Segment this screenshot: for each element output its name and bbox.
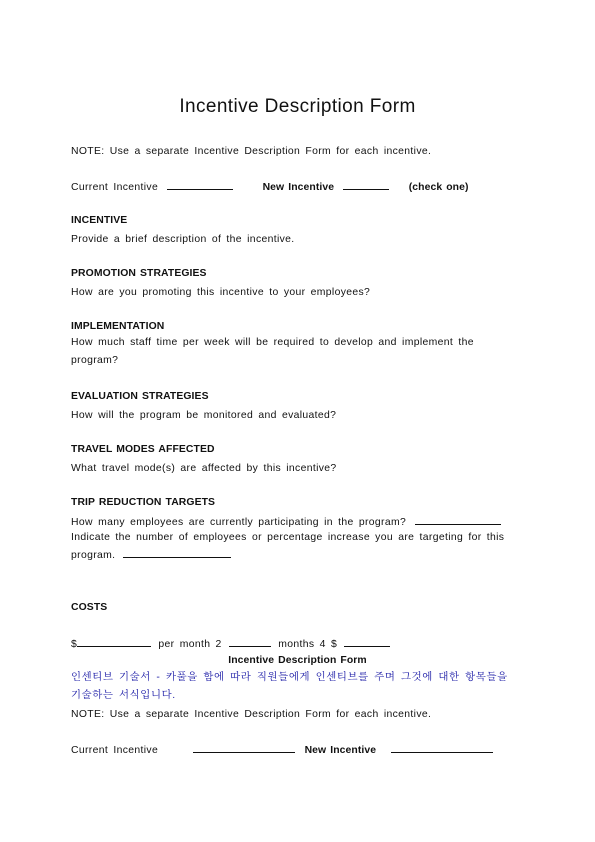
evaluation-question: How will the program be monitored and evaluated? — [71, 410, 337, 421]
total-cost-blank[interactable] — [344, 637, 390, 647]
check-one-label: (check one) — [408, 182, 469, 193]
korean-description: 인센티브 기술서 - 카풀을 함에 따라 직원들에게 인센티브를 주며 그것에 대한 항목들을 기술하는 서식입니다. — [71, 672, 508, 701]
trip-question-1-row — [71, 515, 501, 528]
evaluation-heading: EVALUATION STRATEGIES — [71, 391, 209, 402]
repeat-incentive-row — [71, 743, 493, 756]
new-incentive-label: New Incentive — [262, 182, 335, 193]
page-title: Incentive Description Form — [179, 96, 416, 117]
cost-per-month-blank[interactable] — [77, 637, 151, 647]
trip-heading: TRIP REDUCTION TARGETS — [71, 497, 216, 508]
current-incentive-label: Current Incentive — [71, 182, 159, 193]
current-incentive-blank[interactable] — [167, 180, 233, 190]
repeat-current-label: Current Incentive — [71, 745, 159, 756]
new-incentive-blank[interactable] — [343, 180, 389, 190]
per-month-label: per month 2 — [158, 639, 222, 650]
months-label: months 4 $ — [278, 639, 338, 650]
repeat-note: NOTE: Use a separate Incentive Description Form for each incentive. — [71, 709, 432, 720]
participants-blank[interactable] — [415, 515, 501, 525]
trip-question-2: Indicate the number of employees or percentage increase you are targeting for this program. — [71, 532, 505, 561]
target-blank[interactable] — [123, 548, 231, 558]
repeat-new-label: New Incentive — [304, 745, 377, 756]
repeat-current-blank[interactable] — [193, 743, 295, 753]
travel-question: What travel mode(s) are affected by this incentive? — [71, 463, 337, 474]
months-blank[interactable] — [229, 637, 271, 647]
implementation-question: How much staff time per week will be required to develop and implement the program? — [71, 337, 474, 366]
incentive-question: Provide a brief description of the incentive. — [71, 234, 295, 245]
dollar-sign: $ — [71, 639, 78, 650]
promotion-heading: PROMOTION STRATEGIES — [71, 268, 207, 279]
incentive-heading: INCENTIVE — [71, 215, 128, 226]
repeat-new-blank[interactable] — [391, 743, 493, 753]
costs-row — [71, 637, 390, 650]
trip-question-1: How many employees are currently participating in the program? — [71, 517, 407, 528]
trip-question-2-row — [71, 529, 523, 565]
repeat-title: Incentive Description Form — [228, 655, 367, 666]
travel-heading: TRAVEL MODES AFFECTED — [71, 444, 215, 455]
implementation-heading: IMPLEMENTATION — [71, 321, 165, 332]
incentive-type-row — [71, 180, 469, 193]
promotion-question: How are you promoting this incentive to your employees? — [71, 287, 371, 298]
costs-heading: COSTS — [71, 602, 108, 613]
note-text: NOTE: Use a separate Incentive Description Form for each incentive. — [71, 146, 432, 157]
